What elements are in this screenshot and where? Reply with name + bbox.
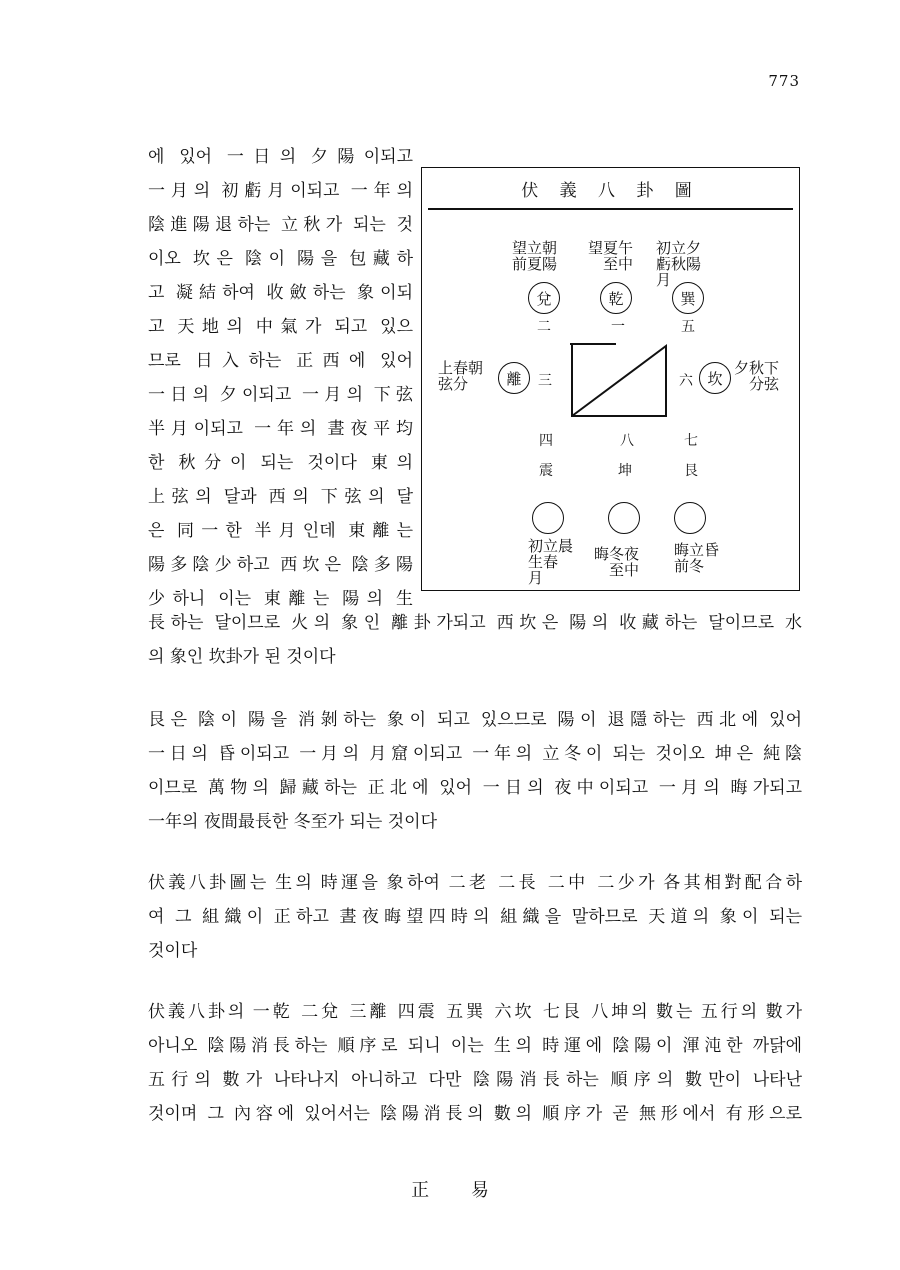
paragraph-4 bbox=[148, 995, 802, 1131]
label-line: 前冬 bbox=[674, 557, 705, 575]
number-seven: 七 bbox=[684, 433, 698, 449]
label-zhen bbox=[528, 538, 573, 586]
fuxi-eight-trigram-diagram bbox=[421, 167, 800, 591]
number-five: 五 bbox=[681, 319, 695, 335]
label-line: 前夏陽 bbox=[512, 255, 558, 273]
label-gen bbox=[674, 542, 719, 574]
text-line: 에 있어 一日의 夕陽이되고 bbox=[148, 147, 413, 167]
paragraph-1-left-column bbox=[148, 140, 413, 616]
text-line: 陰進陽退하는 立秋가 되는 것 bbox=[148, 215, 413, 235]
label-kun bbox=[594, 546, 639, 578]
text-line: 고 天地의 中氣가 되고 있으 bbox=[148, 317, 413, 337]
number-one: 一 bbox=[611, 319, 625, 335]
text-line: 艮은 陰이 陽을 消剝하는 象이 되고 있으므로 陽이 退隱하는 西北에 있어 bbox=[148, 710, 802, 730]
trigram-xun-circle: 巽 bbox=[672, 282, 704, 314]
text-line: 은 同一한 半月인데 東離는 bbox=[148, 521, 413, 541]
number-three: 三 bbox=[538, 373, 552, 389]
number-two: 二 bbox=[537, 319, 551, 335]
label-xun bbox=[656, 240, 701, 288]
name-gen: 艮 bbox=[684, 463, 698, 479]
label-line: 虧秋陽 bbox=[656, 255, 702, 273]
label-line: 分弦 bbox=[734, 375, 780, 393]
text-line: 므로 日入하는 正西에 있어 bbox=[148, 351, 413, 371]
text-line: 고 凝結하여 收斂하는 象이되 bbox=[148, 283, 413, 303]
name-zhen: 震 bbox=[539, 463, 553, 479]
number-six: 六 bbox=[679, 373, 693, 389]
label-line: 夕秋下 bbox=[734, 359, 780, 377]
text-line: 아니오 陰陽消長하는 順序로 되니 이는 生의 時運에 陰陽이 渾沌한 까닭에 bbox=[148, 1036, 802, 1056]
label-line: 至中 bbox=[588, 255, 634, 273]
label-line: 晦冬夜 bbox=[594, 545, 640, 563]
label-kan bbox=[734, 360, 779, 392]
trigram-zhen-circle bbox=[532, 502, 564, 534]
diagram-title-rule bbox=[428, 208, 793, 210]
label-line: 初立晨 bbox=[528, 537, 574, 555]
page-number: 773 bbox=[768, 72, 800, 90]
text-line: 여 그 組織이 正하고 晝夜晦望四時의 組織을 말하므로 天道의 象이 되는 bbox=[148, 907, 802, 927]
text-line: 一月의 初虧月이되고 一年의 bbox=[148, 181, 413, 201]
center-triangle-symbol bbox=[570, 340, 670, 418]
trigram-qian-circle: 乾 bbox=[600, 282, 632, 314]
label-line: 弦分 bbox=[438, 375, 469, 393]
label-dui bbox=[512, 240, 557, 272]
label-line: 初立夕 bbox=[656, 239, 702, 257]
label-line: 望夏午 bbox=[588, 239, 634, 257]
label-qian bbox=[588, 240, 633, 272]
text-line: 것이며 그 內容에 있어서는 陰陽消長의 數의 順序가 곧 無形에서 有形으로 bbox=[148, 1104, 802, 1124]
number-four: 四 bbox=[539, 433, 553, 449]
text-line: 五行의 數가 나타나지 아니하고 다만 陰陽消長하는 順序의 數만이 나타난 bbox=[148, 1070, 802, 1090]
text-line: 少하니 이는 東離는 陽의 生 bbox=[148, 589, 413, 609]
label-line: 望立朝 bbox=[512, 239, 558, 257]
diagram-title: 伏 義 八 卦 圖 bbox=[521, 181, 700, 201]
text-line: 이므로 萬物의 歸藏하는 正北에 있어 一日의 夜中이되고 一月의 晦가되고 bbox=[148, 778, 802, 798]
text-line: 半月이되고 一年의 晝夜平均 bbox=[148, 419, 413, 439]
paragraph-2 bbox=[148, 703, 802, 839]
text-line: 一年의 夜間最長한 冬至가 되는 것이다 bbox=[148, 812, 437, 832]
paragraph-1-continuation bbox=[148, 606, 802, 674]
text-line: 伏義八卦의 一乾 二兌 三離 四震 五巽 六坎 七艮 八坤의 數는 五行의 數가 bbox=[148, 1002, 802, 1022]
label-li bbox=[438, 360, 483, 392]
label-line: 上春朝 bbox=[438, 359, 484, 377]
text-line: 一日의 夕이되고 一月의 下弦 bbox=[148, 385, 413, 405]
trigram-li-circle: 離 bbox=[498, 362, 530, 394]
text-line: 의 象인 坎卦가 된 것이다 bbox=[148, 647, 336, 667]
text-line: 一日의 昏이되고 一月의 月窟이되고 一年의 立冬이 되는 것이오 坤은 純陰 bbox=[148, 744, 802, 764]
paragraph-3 bbox=[148, 866, 802, 968]
text-line: 이오 坎은 陰이 陽을 包藏하 bbox=[148, 249, 413, 269]
name-kun: 坤 bbox=[618, 463, 632, 479]
trigram-kun-circle bbox=[608, 502, 640, 534]
label-line: 至中 bbox=[594, 561, 640, 579]
label-line: 月 bbox=[656, 271, 672, 289]
label-line: 月 bbox=[528, 569, 544, 587]
trigram-gen-circle bbox=[674, 502, 706, 534]
text-line: 伏義八卦圖는 生의 時運을 象하여 二老 二長 二中 二少가 各其相對配合하 bbox=[148, 873, 802, 893]
trigram-dui-circle: 兌 bbox=[528, 282, 560, 314]
text-line: 長하는 달이므로 火의 象인 離卦가되고 西坎은 陽의 收藏하는 달이므로 水 bbox=[148, 613, 802, 633]
text-line: 것이다 bbox=[148, 941, 198, 961]
text-line: 陽多陰少하고 西坎은 陰多陽 bbox=[148, 555, 413, 575]
label-line: 晦立昏 bbox=[674, 541, 720, 559]
label-line: 生春 bbox=[528, 553, 559, 571]
text-line: 한 秋分이 되는 것이다 東의 bbox=[148, 453, 413, 473]
trigram-kan-circle: 坎 bbox=[699, 362, 731, 394]
number-eight: 八 bbox=[620, 433, 634, 449]
text-line: 上弦의 달과 西의 下弦의 달 bbox=[148, 487, 413, 507]
page-footer: 正 易 bbox=[411, 1180, 507, 1201]
